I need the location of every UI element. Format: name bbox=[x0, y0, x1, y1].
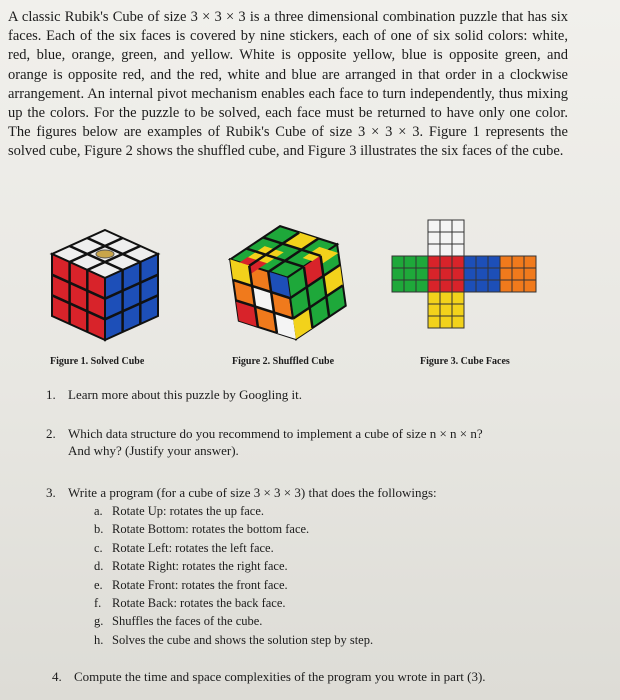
caption-figure-3: Figure 3. Cube Faces bbox=[420, 356, 510, 367]
subitem-a: a. Rotate Up: rotates the up face. bbox=[94, 504, 265, 518]
subitem-g: g. Shuffles the faces of the cube. bbox=[94, 614, 263, 629]
subitem-d: d. Rotate Right: rotates the right face. bbox=[94, 559, 288, 574]
face-right-blue bbox=[464, 256, 500, 292]
question-1: 1. Learn more about this puzzle by Googling it. bbox=[46, 387, 302, 402]
question-3: 3. Write a program (for a cube of size 3 × 3 × 3) that does the followings: bbox=[46, 485, 437, 500]
figure-2-shuffled-cube bbox=[220, 218, 350, 348]
figure-1-solved-cube bbox=[40, 218, 170, 348]
subitem-f: f. Rotate Back: rotates the back face. bbox=[94, 596, 286, 610]
face-front-red bbox=[428, 256, 464, 292]
subitem-e: e. Rotate Front: rotates the front face. bbox=[94, 577, 288, 592]
caption-figure-2: Figure 2. Shuffled Cube bbox=[232, 356, 335, 367]
face-left-green bbox=[392, 256, 428, 292]
face-bottom-yellow bbox=[428, 292, 464, 328]
caption-figure-1: Figure 1. Solved Cube bbox=[50, 356, 145, 367]
question-4: 4. Compute the time and space complexities of the program you wrote in part (3). bbox=[52, 669, 486, 684]
figures-row bbox=[0, 218, 620, 378]
figure-3-cube-faces bbox=[384, 218, 564, 348]
subitem-h: h. Solves the cube and shows the solution step by step. bbox=[94, 632, 374, 647]
intro-paragraph: A classic Rubik's Cube of size 3 × 3 × 3 is a three dimensional combination puzzle that has six faces. Each of the six faces is covered by nine stickers, each of one of six solid colors: white, red, blue, orange, green, and yellow. White is opposite yellow, blue is opposite green, and orange is opposite red, and the red, white and blue are arranged in that order in a clockwise arrangement. An internal pivot mechanism enables each face to turn independently, thus mixing up the colors. For the puzzle to be solved, each face must be returned to have only one color. The figures below are examples of Rubik's Cube of size 3 × 3 × 3. Figure 1 represents the solved cube, Figure 2 shows the shuffled cube, and Figure 3 illustrates the six faces of the cube. bbox=[8, 9, 568, 160]
subitem-c: c. Rotate Left: rotates the left face. bbox=[94, 540, 274, 555]
question-2: 2. Which data structure do you recommend to implement a cube of size n × n × n? And why? (Justify your answer). bbox=[46, 426, 483, 458]
subitem-b: b. Rotate Bottom: rotates the bottom face. bbox=[94, 522, 310, 537]
face-top-white bbox=[428, 220, 464, 256]
face-back-orange bbox=[500, 256, 536, 292]
